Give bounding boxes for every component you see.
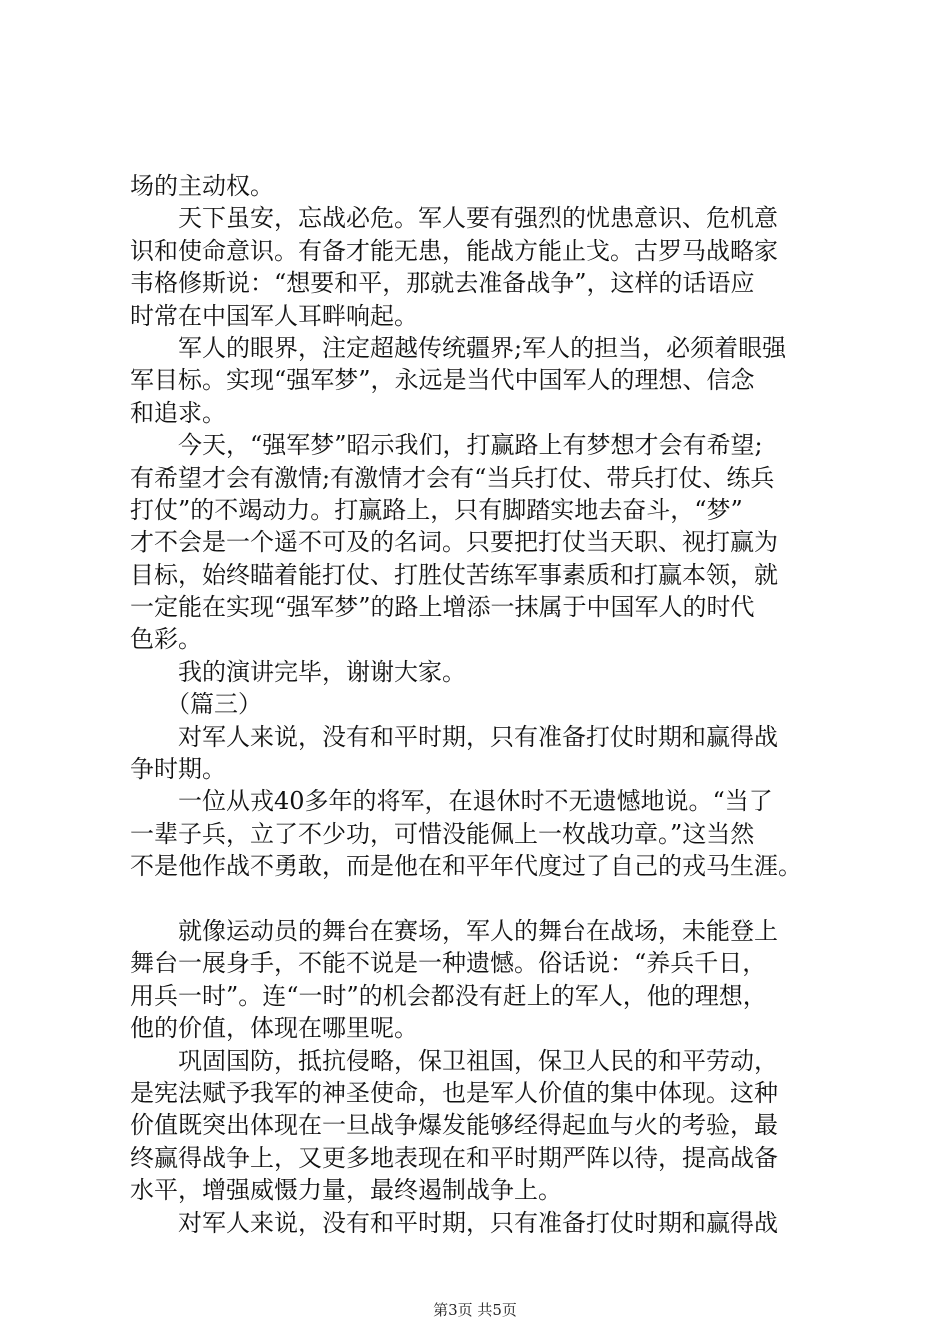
text-line: 是宪法赋予我军的神圣使命，也是军人价值的集中体现。这种 [130,1078,778,1107]
text-line: 水平，增强威慑力量，最终遏制战争上。 [130,1176,562,1205]
text-line: 就像运动员的舞台在赛场，军人的舞台在战场，未能登上 [130,916,778,945]
text-line: 价值既突出体现在一旦战争爆发能够经得起血与火的考验，最 [130,1111,778,1140]
text-line: 目标，始终瞄着能打仗、打胜仗苦练军事素质和打赢本领，就 [130,560,778,589]
text-line: 用兵一时”。连“一时”的机会都没有赶上的军人，他的理想， [130,981,767,1010]
page-footer: 第3页 共5页 [433,1301,517,1319]
text-line: 韦格修斯说：“想要和平，那就去准备战争”，这样的话语应 [130,269,755,298]
text-line: 一位从戎40多年的将军，在退休时不无遗憾地说。“当了 [130,787,773,816]
text-line: 场的主动权。 [130,172,274,200]
text-line: 他的价值，体现在哪里呢。 [130,1014,418,1043]
text-line: 一定能在实现“强军梦”的路上增添一抹属于中国军人的时代 [130,593,755,622]
text-line: 军人的眼界，注定超越传统疆界;军人的担当，必须着眼强 [130,333,787,362]
text-line: 时常在中国军人耳畔响起。 [130,301,418,330]
text-line: 才不会是一个遥不可及的名词。只要把打仗当天职、视打赢为 [130,528,778,557]
text-line: 我的演讲完毕，谢谢大家。 [130,657,466,686]
body-text [130,170,830,1239]
text-line: 打仗”的不竭动力。打赢路上，只有脚踏实地去奋斗，“梦” [130,495,743,524]
text-line: 终赢得战争上，又更多地表现在和平时期严阵以待，提高战备 [130,1143,778,1172]
text-line: 识和使命意识。有备才能无患，能战方能止戈。古罗马战略家 [130,236,778,265]
text-line: 巩固国防，抵抗侵略，保卫祖国，保卫人民的和平劳动， [130,1046,778,1075]
text-line: 天下虽安，忘战必危。军人要有强烈的忧患意识、危机意 [130,204,778,233]
text-line: 舞台一展身手，不能不说是一种遗憾。俗话说：“养兵千日， [130,949,767,978]
text-line: 争时期。 [130,755,226,784]
text-line: 今天，“强军梦”昭示我们，打赢路上有梦想才会有希望; [130,431,763,460]
text-line: 有希望才会有激情;有激情才会有“当兵打仗、带兵打仗、练兵 [130,463,775,492]
blank-line [130,883,830,915]
text-line: 一辈子兵，立了不少功，可惜没能佩上一枚战功章。”这当然 [130,819,755,848]
text-line: 色彩。 [130,625,202,654]
text-line: 不是他作战不勇敢，而是他在和平年代度过了自己的戎马生涯。 [130,852,802,881]
text-line: 和追求。 [130,398,226,427]
text-line: 军目标。实现“强军梦”，永远是当代中国军人的理想、信念 [130,366,755,395]
text-line: 对军人来说，没有和平时期，只有准备打仗时期和赢得战 [130,1208,778,1237]
text-line: 对军人来说，没有和平时期，只有准备打仗时期和赢得战 [130,722,778,751]
text-line: （篇三） [130,690,262,719]
